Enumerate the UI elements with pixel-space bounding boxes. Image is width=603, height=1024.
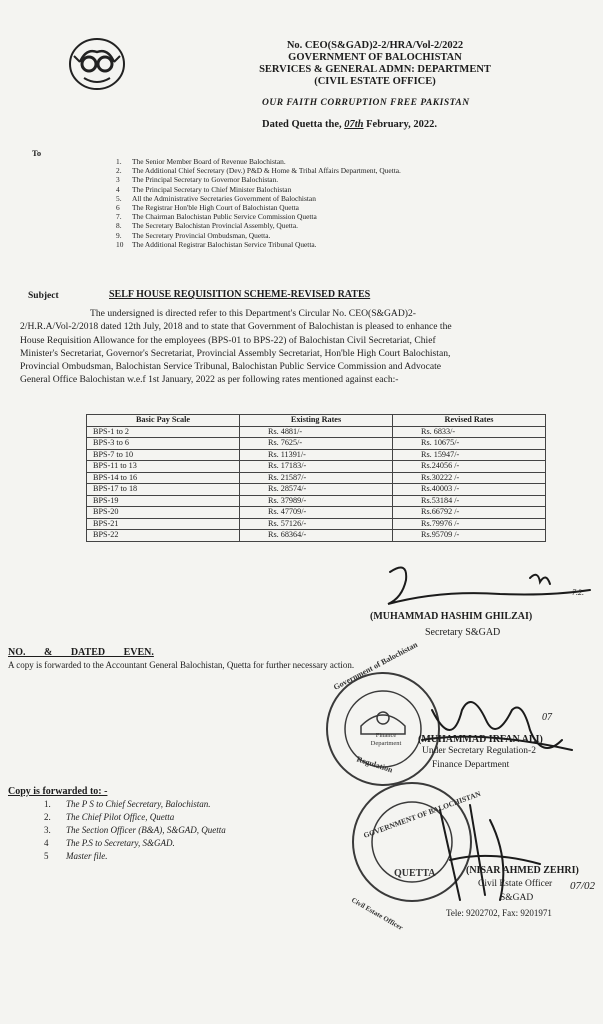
under-secretary-signature	[392, 690, 592, 770]
secretary-signature	[380, 560, 600, 610]
recipient-number: 1.	[116, 157, 122, 166]
recipient-number: 8.	[116, 221, 122, 231]
recipient-number: 9.	[116, 230, 122, 240]
copy-forwarded-label: Copy is forwarded to: -	[8, 786, 108, 797]
reference-number: No. CEO(S&GAD)2-2/HRA/Vol-2/2022	[286, 40, 464, 51]
copy-forward-line: A copy is forwarded to the Accountant General Balochistan, Quetta for further necessary action.	[8, 660, 355, 670]
table-cell: BPS-19	[87, 495, 240, 507]
body-paragraph	[20, 307, 592, 387]
stamp-2-top-text: GOVERNMENT OF BALOCHISTAN	[362, 789, 482, 840]
table-cell: Rs. 17183/-	[240, 461, 393, 473]
copy-to-text: The Chief Pilot Office, Quetta	[66, 812, 175, 822]
signature-2-date-handwritten: 07	[542, 712, 552, 723]
recipient-text: All the Administrative Secretaries Government of Balochistan	[132, 193, 316, 203]
table-cell: Rs.24056 /-	[393, 461, 546, 473]
department-name: SERVICES & GENERAL ADMN: DEPARTMENT	[259, 64, 491, 75]
stamp-1-center-text: Finance Department	[370, 732, 402, 747]
signatory-2-name: (MUHAMMAD IRFAN ALI)	[418, 734, 543, 745]
table-header-cell: Existing Rates	[240, 415, 393, 427]
recipient-number: 10	[116, 239, 124, 249]
signature-date-handwritten: 7.2.	[572, 588, 584, 597]
table-row	[87, 472, 546, 484]
signatory-3-name: (NISAR AHMED ZEHRI)	[466, 865, 579, 876]
recipient-number: 3	[116, 175, 120, 185]
rates-table	[86, 414, 546, 542]
table-cell: Rs. 15947/-	[393, 449, 546, 461]
copy-to-text: The P.S to Secretary, S&GAD.	[66, 838, 175, 848]
recipient-text: The Additional Registrar Balochistan Service Tribunal Quetta.	[132, 239, 317, 249]
subject-title: SELF HOUSE REQUISITION SCHEME-REVISED RATES	[109, 289, 371, 300]
stamp-2-center-text: QUETTA	[394, 868, 436, 879]
copy-to-number: 4	[44, 838, 49, 848]
recipient-number: 2.	[116, 166, 122, 176]
signatory-3-title: Civil Estate Officer	[478, 879, 553, 889]
table-cell: Rs. 6833/-	[393, 426, 546, 438]
recipient-text: The Senior Member Board of Revenue Balochistan.	[132, 157, 286, 166]
body-line: Provincial Ombudsman, Balochistan Service Tribunal, Balochistan Public Service Commission and Advocate	[20, 361, 442, 373]
table-row	[87, 426, 546, 438]
copy-to-number: 3.	[44, 825, 51, 835]
signatory-1-name: (MUHAMMAD HASHIM GHILZAI)	[370, 611, 533, 622]
recipient-text: The Additional Chief Secretary (Dev.) P&D & Home & Tribal Affairs Department, Quetta.	[132, 166, 401, 176]
table-cell: BPS-21	[87, 518, 240, 530]
dated-line	[262, 119, 437, 130]
recipient-number: 4	[116, 184, 120, 194]
recipient-text: The Registrar Hon'ble High Court of Balochistan Quetta	[132, 203, 299, 213]
body-line: The undersigned is directed refer to this Department's Circular No. CEO(S&GAD)2-	[90, 308, 416, 319]
table-cell: Rs. 11391/-	[240, 449, 393, 461]
recipient-number: 6	[116, 203, 120, 213]
government-emblem-logo	[66, 34, 128, 92]
recipient-list	[116, 157, 516, 249]
table-cell: Rs.40003 /-	[393, 484, 546, 496]
table-cell: Rs.66792 /-	[393, 507, 546, 519]
stamp-2-bottom-text: Civil Estate Officer	[350, 896, 405, 932]
copy-to-number: 5	[44, 851, 49, 861]
office-name: (CIVIL ESTATE OFFICE)	[314, 76, 436, 87]
table-header-cell: Basic Pay Scale	[87, 415, 240, 427]
table-cell: Rs. 10675/-	[393, 438, 546, 450]
dated-day-handwritten: 07th	[344, 119, 364, 130]
recipient-text: The Chairman Balochistan Public Service Commission Quetta	[132, 212, 317, 222]
copy-to-item	[44, 824, 226, 837]
table-cell: Rs. 68364/-	[240, 530, 393, 542]
copy-to-item	[44, 798, 226, 811]
table-cell: BPS-3 to 6	[87, 438, 240, 450]
body-line: General Office Balochistan w.e.f 1st January, 2022 as per following rates mentioned against each:-	[20, 374, 399, 386]
table-cell: BPS-7 to 10	[87, 449, 240, 461]
table-cell: BPS-22	[87, 530, 240, 542]
table-row	[87, 461, 546, 473]
recipient-item	[116, 185, 516, 194]
table-row	[87, 438, 546, 450]
table-cell: BPS-20	[87, 507, 240, 519]
recipient-text: The Secretary Provincial Ombudsman, Quetta.	[132, 230, 271, 240]
copy-to-list	[44, 798, 226, 863]
copy-to-text: Master file.	[66, 851, 108, 861]
table-cell: Rs. 57126/-	[240, 518, 393, 530]
to-label: To	[32, 148, 42, 158]
motto: OUR FAITH CORRUPTION FREE PAKISTAN	[262, 98, 470, 108]
recipient-item	[116, 212, 516, 221]
recipient-item	[116, 194, 516, 203]
table-cell: BPS-11 to 13	[87, 461, 240, 473]
table-cell: Rs.95709 /-	[393, 530, 546, 542]
recipient-text: The Principal Secretary to Governor Balochistan.	[132, 175, 279, 185]
table-cell: Rs.30222 /-	[393, 472, 546, 484]
dated-suffix: February, 2022.	[366, 119, 438, 130]
signatory-2-title: Under Secretary Regulation-2	[422, 746, 536, 756]
copy-to-number: 1.	[44, 799, 51, 809]
table-cell: Rs. 4881/-	[240, 426, 393, 438]
table-cell: Rs. 7625/-	[240, 438, 393, 450]
table-cell: Rs. 47709/-	[240, 507, 393, 519]
body-line: House Requisition Allowance for the employees (BPS-01 to BPS-22) of Balochistan Civil Secretariat, Chief	[20, 334, 436, 346]
copy-to-item	[44, 811, 226, 824]
recipient-item	[116, 175, 516, 184]
table-cell: Rs. 21587/-	[240, 472, 393, 484]
body-line: Minister's Secretariat, Governor's Secretariat, Provincial Assembly Secretariat, Hon'ble High Court Balochistan,	[20, 347, 451, 359]
copy-to-text: The P S to Chief Secretary, Balochistan.	[66, 799, 211, 809]
recipient-number: 7.	[116, 212, 122, 222]
copy-to-item	[44, 837, 226, 850]
copy-to-number: 2.	[44, 812, 51, 822]
recipient-number: 5.	[116, 193, 122, 203]
recipient-text: The Secretary Balochistan Provincial Assembly, Quetta.	[132, 221, 298, 231]
recipient-item	[116, 203, 516, 212]
table-header-cell: Revised Rates	[393, 415, 546, 427]
table-row	[87, 507, 546, 519]
table-row	[87, 518, 546, 530]
table-row	[87, 484, 546, 496]
table-header-row	[87, 415, 546, 427]
stamp-1-top-text: Government of Balochistan	[332, 639, 420, 692]
recipient-item	[116, 231, 516, 240]
signatory-3-dept: S&GAD	[500, 893, 534, 903]
government-name: GOVERNMENT OF BALOCHISTAN	[288, 52, 462, 63]
recipient-item	[116, 221, 516, 230]
recipient-item	[116, 240, 516, 249]
table-cell: Rs. 37989/-	[240, 495, 393, 507]
table-cell: Rs.53184 /-	[393, 495, 546, 507]
signatory-3-phone: Tele: 9202702, Fax: 9201971	[446, 908, 552, 918]
table-row	[87, 530, 546, 542]
copy-to-item	[44, 850, 226, 863]
recipient-item	[116, 166, 516, 175]
recipient-text: The Principal Secretary to Chief Minister Balochistan	[132, 184, 292, 194]
subject-label: Subject	[28, 291, 59, 301]
body-line: 2/H.R.A/Vol-2/2018 dated 12th July, 2018 and to state that Government of Balochistan is pleased to enhance the	[20, 321, 452, 333]
table-cell: Rs. 28574/-	[240, 484, 393, 496]
dated-prefix: Dated Quetta the,	[262, 119, 342, 130]
signatory-2-dept: Finance Department	[432, 760, 510, 770]
no-dated-even: NO. & DATED EVEN.	[8, 647, 154, 658]
table-cell: BPS-1 to 2	[87, 426, 240, 438]
signature-3-date-handwritten: 07/02	[570, 880, 596, 892]
table-cell: BPS-17 to 18	[87, 484, 240, 496]
table-cell: Rs.79976 /-	[393, 518, 546, 530]
stamp-1-bottom-text: Regulation	[355, 754, 394, 775]
table-row	[87, 495, 546, 507]
copy-to-text: The Section Officer (B&A), S&GAD, Quetta	[66, 825, 226, 835]
table-row	[87, 449, 546, 461]
signatory-1-title: Secretary S&GAD	[425, 627, 501, 638]
table-cell: BPS-14 to 16	[87, 472, 240, 484]
recipient-item	[116, 157, 516, 166]
table-body	[87, 426, 546, 541]
